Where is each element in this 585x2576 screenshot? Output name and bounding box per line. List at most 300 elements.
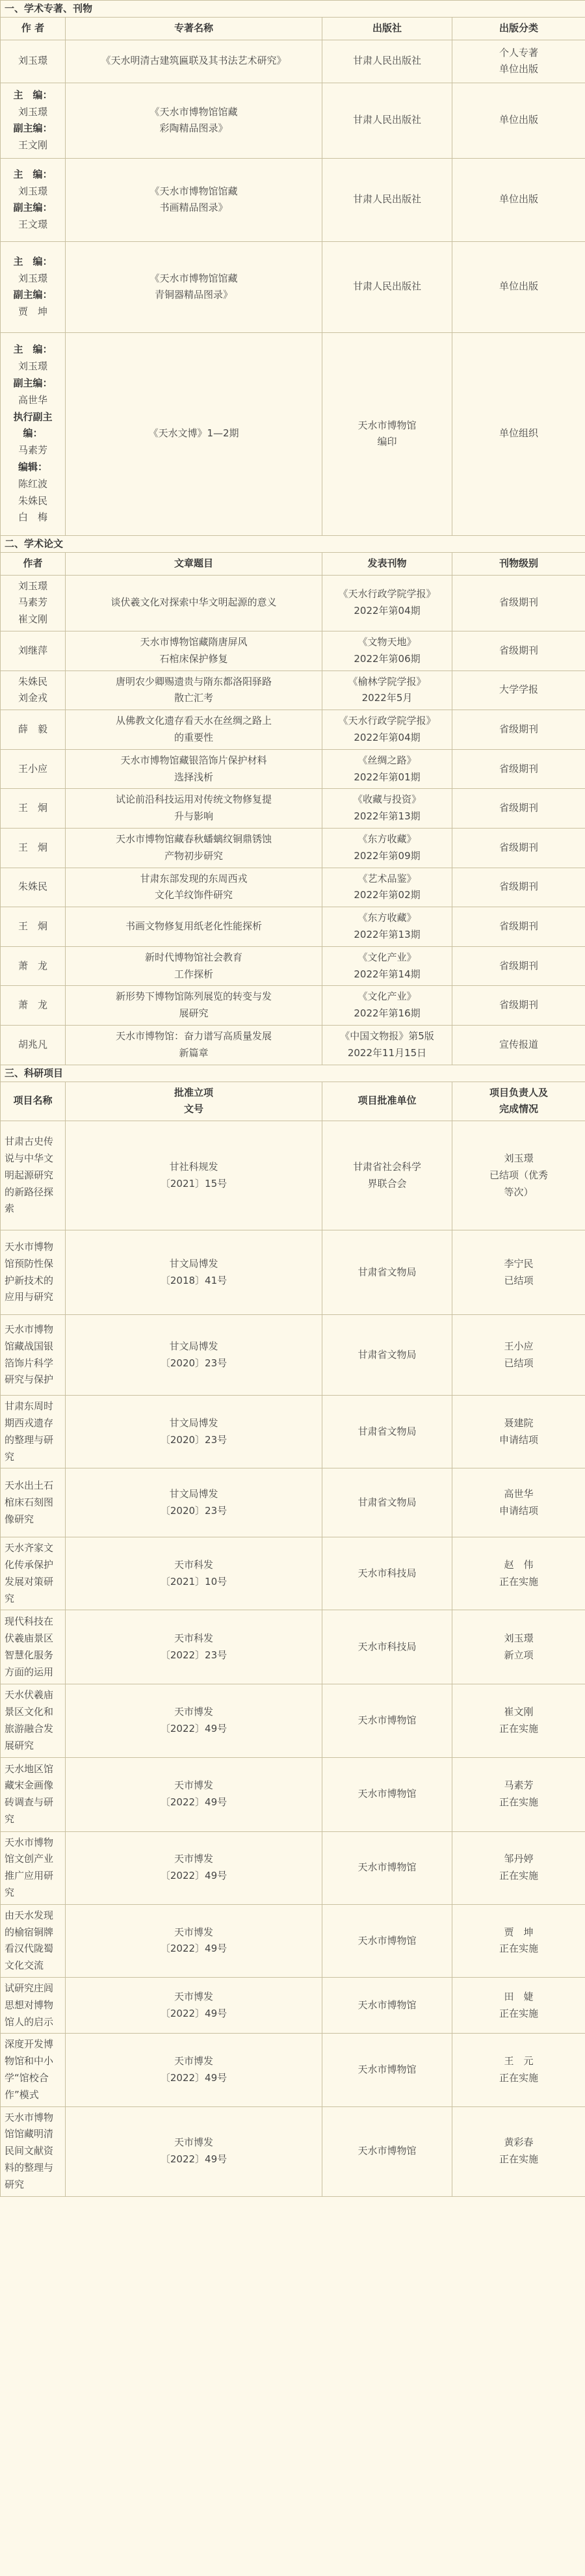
text-line: 天水市博物馆藏隋唐屏风	[140, 635, 248, 648]
header-book-title: 专著名称	[66, 18, 322, 40]
text-line: 正在实施	[499, 1723, 539, 1735]
paper-title	[66, 868, 322, 907]
paper-title: 谈伏羲文化对探索中华文明起源的意义	[66, 575, 322, 631]
text-line: 天市博发	[174, 1990, 213, 2002]
text-line: 天市博发	[174, 1853, 213, 1865]
book-title: 《天水文博》1—2期	[66, 332, 322, 535]
text-line: 2022年第13期	[354, 810, 421, 823]
text-line: 完成情况	[499, 1103, 539, 1115]
text-line: 朱姝民	[18, 494, 47, 507]
text-line: 2022年11月15日	[347, 1046, 427, 1059]
paper-title	[66, 631, 322, 671]
book-title	[66, 83, 322, 158]
author-entry	[5, 87, 61, 121]
text-line: 甘肃省社会科学	[352, 1160, 421, 1173]
paper-row	[1, 946, 585, 986]
text-line: 天市科发	[174, 1632, 213, 1645]
text-line: 申请结项	[499, 1504, 539, 1517]
project-row	[1, 1121, 585, 1230]
project-name: 现代科技在伏羲庙景区智慧化服务方面的运用	[1, 1610, 66, 1684]
paper-row	[1, 631, 585, 671]
header-journal: 发表刊物	[322, 552, 452, 575]
book-category: 单位出版	[452, 158, 585, 241]
author-role: 主 编：	[13, 168, 53, 180]
text-line: 〔2022〕49号	[160, 1943, 228, 1955]
project-unit	[322, 1121, 452, 1230]
author-entry	[5, 200, 61, 233]
paper-row	[1, 828, 585, 868]
paper-journal	[322, 907, 452, 947]
text-line: 已结项	[504, 1274, 534, 1286]
project-doc-number	[66, 1831, 322, 1904]
text-line: 刘玉璟	[504, 1152, 534, 1164]
header-project-name: 项目名称	[1, 1082, 66, 1121]
project-name: 天水齐家文化传承保护发展对策研究	[1, 1537, 66, 1610]
paper-author: 王 炯	[1, 789, 66, 829]
text-line: 新时代博物馆社会教育	[144, 951, 242, 963]
project-row	[1, 1468, 585, 1537]
text-line: 2022年5月	[361, 692, 413, 704]
header-paper-author: 作者	[1, 552, 66, 575]
project-name: 天水地区馆藏宋金画像砖调查与研究	[1, 1757, 66, 1831]
paper-level: 大学学报	[452, 671, 585, 710]
project-name: 深度开发博物馆和中小学“馆校合作”模式	[1, 2034, 66, 2106]
text-line: 正在实施	[499, 1943, 539, 1955]
author-role: 主 编：	[13, 343, 53, 356]
book-publisher	[322, 332, 452, 535]
text-line: 界联合会	[367, 1177, 407, 1189]
paper-author: 王 炯	[1, 828, 66, 868]
project-doc-number	[66, 1230, 322, 1315]
author-entry	[5, 166, 61, 200]
project-row	[1, 1610, 585, 1684]
text-line: 〔2022〕49号	[160, 1796, 228, 1809]
text-line: 单位出版	[499, 63, 539, 75]
text-line: 邹丹婷	[504, 1853, 534, 1865]
paper-journal	[322, 1025, 452, 1065]
project-unit: 天水市博物馆	[322, 1978, 452, 2034]
text-line: 正在实施	[499, 1796, 539, 1809]
section2-heading-title: 二、学术论文	[1, 535, 585, 552]
text-line: 天市科发	[174, 1559, 213, 1571]
text-line: 聂建院	[504, 1416, 534, 1429]
book-authors	[1, 83, 66, 158]
text-line: 刘玉璟	[18, 579, 47, 592]
paper-author: 朱姝民	[1, 868, 66, 907]
text-line: 工作探析	[174, 968, 213, 980]
project-row	[1, 2106, 585, 2196]
text-line: 黄彩春	[504, 2136, 534, 2149]
paper-title: 书画文物修复用纸老化性能探析	[66, 907, 322, 947]
book-category: 单位出版	[452, 241, 585, 332]
project-status	[452, 1757, 585, 1831]
author-name: 王文璟	[18, 219, 47, 231]
text-line: 《天水市博物馆馆藏	[150, 185, 238, 197]
text-line: 马素芳	[18, 596, 47, 609]
project-status	[452, 1468, 585, 1537]
paper-title	[66, 710, 322, 750]
project-doc-number	[66, 1610, 322, 1684]
project-status	[452, 1978, 585, 2034]
paper-title	[66, 986, 322, 1026]
paper-row	[1, 575, 585, 631]
book-publisher: 甘肃人民出版社	[322, 83, 452, 158]
text-line: 升与影响	[174, 810, 213, 823]
book-publisher: 甘肃人民出版社	[322, 241, 452, 332]
text-line: 《文化产业》	[358, 951, 417, 963]
project-unit: 天水市博物馆	[322, 2034, 452, 2106]
section1-title: 一、学术专著、刊物	[1, 1, 585, 18]
book-category: 单位组织	[452, 332, 585, 535]
author-entry	[5, 375, 61, 409]
text-line: 选择浅析	[174, 771, 213, 783]
project-unit: 天水市博物馆	[322, 1757, 452, 1831]
paper-row	[1, 986, 585, 1026]
text-line: 王 元	[504, 2055, 534, 2067]
text-line: 刘金戎	[18, 692, 47, 704]
project-doc-number	[66, 1121, 322, 1230]
paper-row	[1, 907, 585, 947]
paper-author: 刘继萍	[1, 631, 66, 671]
paper-journal	[322, 868, 452, 907]
text-line: 等次）	[504, 1186, 534, 1198]
project-unit: 天水市博物馆	[322, 2106, 452, 2196]
paper-journal	[322, 946, 452, 986]
project-unit: 甘肃省文物局	[322, 1396, 452, 1468]
text-line: 《文化产业》	[358, 990, 417, 1003]
paper-level: 省级期刊	[452, 789, 585, 829]
section2-heading	[1, 535, 585, 552]
text-line: 甘文局博发	[169, 1488, 218, 1500]
project-unit: 甘肃省文物局	[322, 1230, 452, 1315]
text-line: 2022年第01期	[354, 771, 421, 783]
text-line: 白 梅	[18, 511, 47, 524]
text-line: 《天水行政学院学报》	[338, 715, 436, 727]
project-doc-number	[66, 1537, 322, 1610]
author-role: 主 编：	[13, 255, 53, 267]
book-row	[1, 332, 585, 535]
project-doc-number	[66, 1315, 322, 1396]
text-line: 石棺床保护修复	[159, 652, 228, 665]
text-line: 正在实施	[499, 2007, 539, 2019]
author-entry	[5, 120, 61, 154]
text-line: 《收藏与投资》	[352, 793, 421, 806]
author-entry	[5, 341, 61, 375]
project-row	[1, 1978, 585, 2034]
text-line: 的重要性	[174, 731, 213, 743]
book-publisher: 甘肃人民出版社	[322, 40, 452, 83]
section3-heading-title: 三、科研项目	[1, 1065, 585, 1082]
paper-journal	[322, 671, 452, 710]
paper-journal	[322, 789, 452, 829]
text-line: 展研究	[179, 1007, 209, 1020]
author-name: 马素芳	[18, 444, 47, 457]
section1-heading	[1, 1, 585, 18]
text-line: 甘文局博发	[169, 1257, 218, 1269]
author-entry	[5, 459, 61, 526]
text-line: 正在实施	[499, 2072, 539, 2084]
project-unit: 甘肃省文物局	[322, 1315, 452, 1396]
project-name: 甘肃古史传说与中华文明起源研究的新路径探索	[1, 1121, 66, 1230]
text-line: 高世华	[504, 1488, 534, 1500]
paper-level: 省级期刊	[452, 749, 585, 789]
project-row	[1, 2034, 585, 2106]
text-line: 《榆林学院学报》	[348, 675, 426, 687]
paper-level: 省级期刊	[452, 986, 585, 1026]
paper-row	[1, 710, 585, 750]
paper-level: 省级期刊	[452, 946, 585, 986]
project-doc-number	[66, 1468, 322, 1537]
project-row	[1, 1396, 585, 1468]
author-entry	[5, 409, 61, 459]
paper-title	[66, 828, 322, 868]
author-entry	[5, 254, 61, 287]
book-authors	[1, 40, 66, 83]
project-row	[1, 1757, 585, 1831]
project-name: 天水市博物馆预防性保护新技术的应用与研究	[1, 1230, 66, 1315]
paper-journal	[322, 631, 452, 671]
text-line: 新立项	[504, 1649, 534, 1661]
text-line: 正在实施	[499, 1870, 539, 1882]
text-line: 〔2020〕23号	[160, 1504, 228, 1517]
text-line: 散亡汇考	[174, 692, 213, 704]
author-role: 副主编：	[13, 202, 53, 214]
project-status	[452, 1537, 585, 1610]
text-line: 王小应	[504, 1340, 534, 1352]
text-line: 《丝绸之路》	[358, 754, 417, 766]
author-name: 刘玉璟	[18, 360, 47, 373]
book-category: 单位出版	[452, 83, 585, 158]
text-line: 〔2022〕49号	[160, 2007, 228, 2019]
project-doc-number	[66, 1904, 322, 1977]
text-line: 编印	[377, 436, 397, 448]
paper-author: 薛 毅	[1, 710, 66, 750]
paper-level: 省级期刊	[452, 710, 585, 750]
text-line: 陈红波	[18, 477, 47, 490]
section3-header-row	[1, 1082, 585, 1121]
paper-journal	[322, 828, 452, 868]
project-doc-number	[66, 1684, 322, 1757]
paper-author: 王 炯	[1, 907, 66, 947]
paper-author: 胡兆凡	[1, 1025, 66, 1065]
paper-journal	[322, 749, 452, 789]
text-line: 〔2021〕15号	[160, 1177, 228, 1189]
section3-heading	[1, 1065, 585, 1082]
paper-row	[1, 789, 585, 829]
project-unit: 甘肃省文物局	[322, 1468, 452, 1537]
header-paper-title: 文章题目	[66, 552, 322, 575]
header-journal-level: 刊物级别	[452, 552, 585, 575]
project-doc-number	[66, 2106, 322, 2196]
project-name: 天水市博物馆馆藏明清民间文献资料的整理与研究	[1, 2106, 66, 2196]
book-row	[1, 40, 585, 83]
text-line: 天市博发	[174, 2055, 213, 2067]
author-name: 刘玉璟	[18, 272, 47, 284]
project-unit: 天水市科技局	[322, 1610, 452, 1684]
book-category	[452, 40, 585, 83]
header-approving-unit: 项目批准单位	[322, 1082, 452, 1121]
project-unit: 天水市博物馆	[322, 1831, 452, 1904]
project-unit: 天水市博物馆	[322, 1904, 452, 1977]
author-role: 副主编：	[13, 289, 53, 301]
text-line: 天水市博物馆	[358, 419, 417, 431]
book-row	[1, 83, 585, 158]
text-line: 甘肃东部发现的东周西戎	[140, 872, 248, 884]
project-name: 天水出土石棺床石刻图像研究	[1, 1468, 66, 1537]
text-line: 项目负责人及	[489, 1086, 549, 1098]
paper-author	[1, 575, 66, 631]
text-line: 已结项（优秀	[489, 1169, 549, 1181]
paper-level: 省级期刊	[452, 575, 585, 631]
text-line: 贾 坤	[504, 1926, 534, 1938]
text-line: 正在实施	[499, 2153, 539, 2166]
project-status	[452, 1610, 585, 1684]
project-row	[1, 1315, 585, 1396]
paper-journal	[322, 986, 452, 1026]
author-name: 王文刚	[18, 139, 47, 152]
text-line: 〔2022〕49号	[160, 1723, 228, 1735]
text-line: 从佛教文化遗存看天水在丝绸之路上	[115, 715, 272, 727]
text-line: 天水市博物馆藏春秋蟠螭纹铜鼎锈蚀	[115, 832, 272, 845]
text-line: 申请结项	[499, 1433, 539, 1446]
book-authors	[1, 158, 66, 241]
project-status	[452, 2034, 585, 2106]
text-line: 崔文刚	[18, 613, 47, 626]
author-name: 高世华	[18, 393, 47, 406]
text-line: 已结项	[504, 1357, 534, 1369]
text-line: 甘文局博发	[169, 1340, 218, 1352]
author-name: 刘玉璟	[18, 185, 47, 197]
section2-header-row	[1, 552, 585, 575]
text-line: 李宁民	[504, 1257, 534, 1269]
text-line: 青铜器精品图录》	[154, 289, 233, 301]
paper-row	[1, 1025, 585, 1065]
text-line: 《天水市博物馆馆藏	[150, 272, 238, 284]
project-status	[452, 1904, 585, 1977]
text-line: 〔2020〕23号	[160, 1433, 228, 1446]
project-unit: 天水市科技局	[322, 1537, 452, 1610]
paper-title	[66, 946, 322, 986]
text-line: 新篇章	[179, 1046, 209, 1059]
header-publisher: 出版社	[322, 18, 452, 40]
paper-journal	[322, 575, 452, 631]
project-status	[452, 1315, 585, 1396]
section1-header-row	[1, 18, 585, 40]
text-line: 《天水市博物馆馆藏	[150, 105, 238, 118]
author-role: 副主编：	[13, 122, 53, 135]
paper-row	[1, 671, 585, 710]
paper-row	[1, 749, 585, 789]
author-role: 副主编：	[13, 377, 53, 389]
header-project-lead	[452, 1082, 585, 1121]
project-doc-number	[66, 1978, 322, 2034]
project-doc-number	[66, 1396, 322, 1468]
project-status	[452, 1121, 585, 1230]
project-name: 天水市博物馆文创产业推广应用研究	[1, 1831, 66, 1904]
text-line: 2022年第09期	[354, 849, 421, 862]
paper-row	[1, 868, 585, 907]
paper-level: 省级期刊	[452, 868, 585, 907]
text-line: 〔2021〕10号	[160, 1575, 228, 1587]
paper-author: 王小应	[1, 749, 66, 789]
text-line: 书画精品图录》	[159, 202, 228, 214]
text-line: 新形势下博物馆陈列展览的转变与发	[115, 990, 272, 1003]
text-line: 赵 伟	[504, 1559, 534, 1571]
project-row	[1, 1684, 585, 1757]
text-line: 〔2022〕23号	[160, 1649, 228, 1661]
author-name: 刘玉璟	[18, 105, 47, 118]
text-line: 唐明农少卿赐遗贵与隋东都洛阳驿路	[115, 675, 272, 687]
text-line: 《文物天地》	[358, 635, 417, 648]
text-line: 2022年第04期	[354, 731, 421, 743]
text-line: 〔2022〕49号	[160, 1870, 228, 1882]
book-authors	[1, 332, 66, 535]
text-line: 正在实施	[499, 1575, 539, 1587]
text-line: 2022年第02期	[354, 889, 421, 901]
paper-title	[66, 671, 322, 710]
text-line: 天水市博物馆：奋力谱写高质量发展	[115, 1029, 272, 1042]
author-role: 编辑：	[18, 460, 47, 473]
text-line: 个人专著	[499, 46, 539, 59]
text-line: 《东方收藏》	[358, 912, 417, 924]
paper-level: 省级期刊	[452, 828, 585, 868]
text-line: 〔2020〕23号	[160, 1357, 228, 1369]
book-row	[1, 241, 585, 332]
project-status	[452, 1230, 585, 1315]
project-row	[1, 1230, 585, 1315]
project-doc-number	[66, 1757, 322, 1831]
text-line: 甘文局博发	[169, 1416, 218, 1429]
author-entry	[5, 287, 61, 321]
text-line: 天水市博物馆藏银箔饰片保护材料	[120, 754, 267, 766]
project-row	[1, 1904, 585, 1977]
text-line: 2022年第14期	[354, 968, 421, 980]
paper-title	[66, 749, 322, 789]
paper-level: 省级期刊	[452, 907, 585, 947]
text-line: 《中国文物报》第5版	[340, 1029, 434, 1042]
author-role: 主 编：	[13, 88, 53, 101]
project-row	[1, 1537, 585, 1610]
text-line: 〔2018〕41号	[160, 1274, 228, 1286]
header-category: 出版分类	[452, 18, 585, 40]
author-entry	[5, 53, 61, 70]
paper-level: 省级期刊	[452, 631, 585, 671]
book-title: 《天水明清古建筑匾联及其书法艺术研究》	[66, 40, 322, 83]
text-line: 刘玉璟	[504, 1632, 534, 1645]
text-line: 崔文刚	[504, 1706, 534, 1718]
book-title	[66, 158, 322, 241]
text-line: 彩陶精品图录》	[159, 122, 228, 135]
project-name: 甘肃东周时期西戎遗存的整理与研究	[1, 1396, 66, 1468]
project-status	[452, 1684, 585, 1757]
book-row	[1, 158, 585, 241]
text-line: 批准立项	[174, 1086, 213, 1098]
text-line: 马素芳	[504, 1779, 534, 1792]
paper-author: 萧 龙	[1, 986, 66, 1026]
project-unit: 天水市博物馆	[322, 1684, 452, 1757]
text-line: 《东方收藏》	[358, 832, 417, 845]
paper-title	[66, 1025, 322, 1065]
text-line: 〔2022〕49号	[160, 2072, 228, 2084]
text-line: 《天水行政学院学报》	[338, 588, 436, 600]
text-line: 朱姝民	[18, 675, 47, 687]
project-row	[1, 1831, 585, 1904]
text-line: 2022年第13期	[354, 928, 421, 940]
paper-title	[66, 789, 322, 829]
book-title	[66, 241, 322, 332]
text-line: 天市博发	[174, 1926, 213, 1938]
project-name: 由天水发现的榆宿铜牌看汉代陇蜀文化交流	[1, 1904, 66, 1977]
